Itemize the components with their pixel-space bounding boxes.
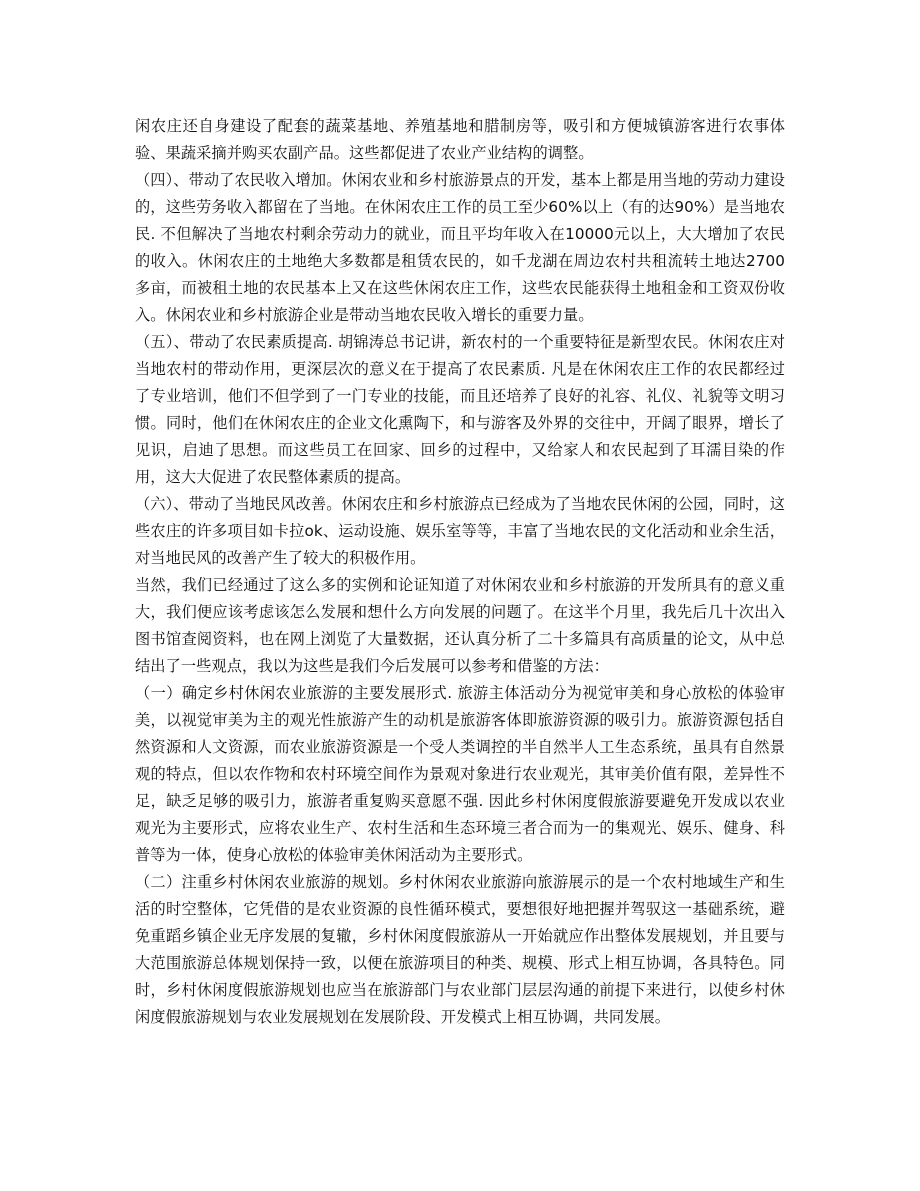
paragraph-folk-customs: （六）、带动了当地民风改善。休闲农庄和乡村旅游点已经成为了当地农民休闲的公园，同时，这些农庄的许多项目如卡拉ok、运动设施、娱乐室等等，丰富了当地农民的文化活动和业余生活，对当地民风的改善产生了较大的积极作用。 <box>135 495 785 567</box>
paragraph-farmer-quality: （五）、带动了农民素质提高. 胡锦涛总书记讲，新农村的一个重要特征是新型农民。休闲农庄对当地农村的带动作用，更深层次的意义在于提高了农民素质. 凡是在休闲农庄工作的农民都经过了专业培训，他们不但学到了一门专业的技能，而且还培养了良好的礼容、礼仪、礼貌等文明习惯。同时，他们在休闲农庄的企业文化熏陶下，和与游客及外界的交往中，开阔了眼界，增长了见识，启迪了思想。而这些员工在回家、回乡的过程中，又给家人和农民起到了耳濡目染的作用，这大大促进了农民整体素质的提高。 <box>135 333 785 486</box>
paragraph-farmer-income: （四）、带动了农民收入增加。休闲农业和乡村旅游景点的开发，基本上都是用当地的劳动力建设的，这些劳务收入都留在了当地。在休闲农庄工作的员工至少60%以上（有的达90%）是当地农民. 不但解决了当地农村剩余劳动力的就业，而且平均年收入在10000元以上，大大增加了农民的收入。休闲农庄的土地绝大多数都是租赁农民的，如千龙湖在周边农村共租流转土地达2700多亩，而被租土地的农民基本上又在这些休闲农庄工作，这些农民能获得土地租金和工资双份收入。休闲农业和乡村旅游企业是带动当地农民收入增长的重要力量。 <box>135 171 785 324</box>
paragraph-development-forms: （一）确定乡村休闲农业旅游的主要发展形式. 旅游主体活动分为视觉审美和身心放松的体验审美，以视觉审美为主的观光性旅游产生的动机是旅游客体即旅游资源的吸引力。旅游资源包括自然资源和人文资源，而农业旅游资源是一个受人类调控的半自然半人工生态系统，虽具有自然景观的特点，但以农作物和农村环境空间作为景观对象进行农业观光，其审美价值有限，差异性不足，缺乏足够的吸引力，旅游者重复购买意愿不强. 因此乡村休闲度假旅游要避免开发成以农业观光为主要形式，应将农业生产、农村生活和生态环境三者合而为一的集观光、娱乐、健身、科普等为一体，使身心放松的体验审美休闲活动为主要形式。 <box>135 684 785 864</box>
paragraph-agri-structure: 闲农庄还自身建设了配套的蔬菜基地、养殖基地和腊制房等，吸引和方便城镇游客进行农事体验、果蔬采摘并购买农副产品。这些都促进了农业产业结构的调整。 <box>135 117 785 162</box>
paragraph-development-intro: 当然，我们已经通过了这么多的实例和论证知道了对休闲农业和乡村旅游的开发所具有的意义重大，我们便应该考虑该怎么发展和想什么方向发展的问题了。在这半个月里，我先后几十次出入图书馆查阅资料，也在网上浏览了大量数据，还认真分析了二十多篇具有高质量的论文，从中总结出了一些观点，我以为这些是我们今后发展可以参考和借鉴的方法： <box>135 576 785 675</box>
document-body <box>135 113 785 1031</box>
paragraph-tourism-planning: （二）注重乡村休闲农业旅游的规划。乡村休闲农业旅游向旅游展示的是一个农村地域生产和生活的时空整体，它凭借的是农业资源的良性循环模式，要想很好地把握并驾驭这一基础系统，避免重蹈乡镇企业无序发展的复辙，乡村休闲度假旅游从一开始就应作出整体发展规划，并且要与大范围旅游总体规划保持一致，以便在旅游项目的种类、规模、形式上相互协调，各具特色。同时，乡村休闲度假旅游规划也应当在旅游部门与农业部门层层沟通的前提下来进行，以使乡村休闲度假旅游规划与农业发展规划在发展阶段、开发模式上相互协调，共同发展。 <box>135 873 785 1026</box>
